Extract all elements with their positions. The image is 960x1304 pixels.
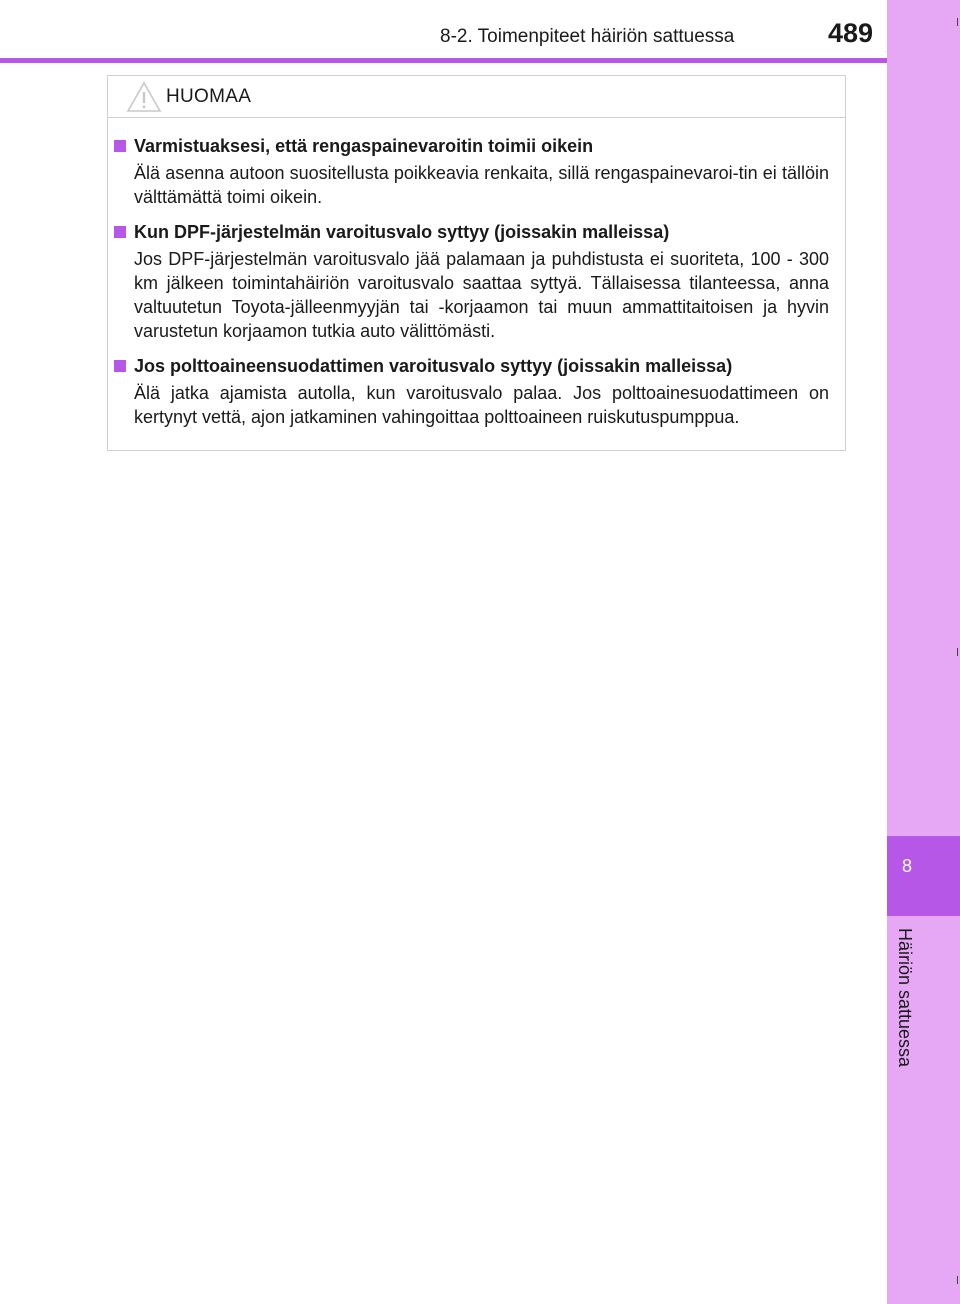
- notice-item: [114, 220, 829, 343]
- bullet-square-icon: [114, 360, 126, 372]
- notice-body: [108, 118, 845, 429]
- notice-item: [114, 134, 829, 209]
- side-tab-strip: [887, 0, 960, 1304]
- notice-item: [114, 354, 829, 429]
- item-heading: Kun DPF-järjestelmän varoitusvalo syttyy (joissakin malleissa): [134, 222, 670, 242]
- chapter-title: Häiriön sattuessa: [895, 928, 915, 1068]
- item-text: Älä jatka ajamista autolla, kun varoitusvalo palaa. Jos polttoainesuodattimeen on kertynyt vettä, ajon jatkaminen vahingoittaa polttoaineen ruiskutuspumppua.: [134, 383, 829, 427]
- crop-mark: [957, 18, 958, 26]
- notice-header: [108, 76, 845, 118]
- notice-box: [107, 75, 846, 451]
- notice-title: HUOMAA: [166, 86, 252, 107]
- page-number: 489: [828, 18, 874, 48]
- item-heading: Varmistuaksesi, että rengaspainevaroitin toimii oikein: [134, 136, 594, 156]
- item-text: Jos DPF-järjestelmän varoitusvalo jää palamaan ja puhdistusta ei suoriteta, 100 - 300 km jälkeen toimintahäiriön varoitusvalo saattaa syttyä. Tällaisessa tilanteessa, anna valtuutetun Toyota-jälleenmyyjän tai -korjaamon tai muun ammattitaitoisen ja hyvin varustetun korjaamon tutkia auto välittömästi.: [134, 249, 829, 341]
- crop-mark: [957, 1276, 958, 1284]
- warning-triangle-icon: [126, 81, 162, 113]
- section-title: 8-2. Toimenpiteet häiriön sattuessa: [440, 26, 735, 47]
- item-heading: Jos polttoaineensuodattimen varoitusvalo syttyy (joissakin malleissa): [134, 356, 733, 376]
- bullet-square-icon: [114, 226, 126, 238]
- crop-mark: [957, 648, 958, 656]
- item-text: Älä asenna autoon suositellusta poikkeavia renkaita, sillä rengaspainevaroi-tin ei tällöin välttämättä toimi oikein.: [134, 163, 829, 207]
- chapter-number: 8: [901, 856, 912, 876]
- bullet-square-icon: [114, 140, 126, 152]
- header-rule: [0, 58, 887, 63]
